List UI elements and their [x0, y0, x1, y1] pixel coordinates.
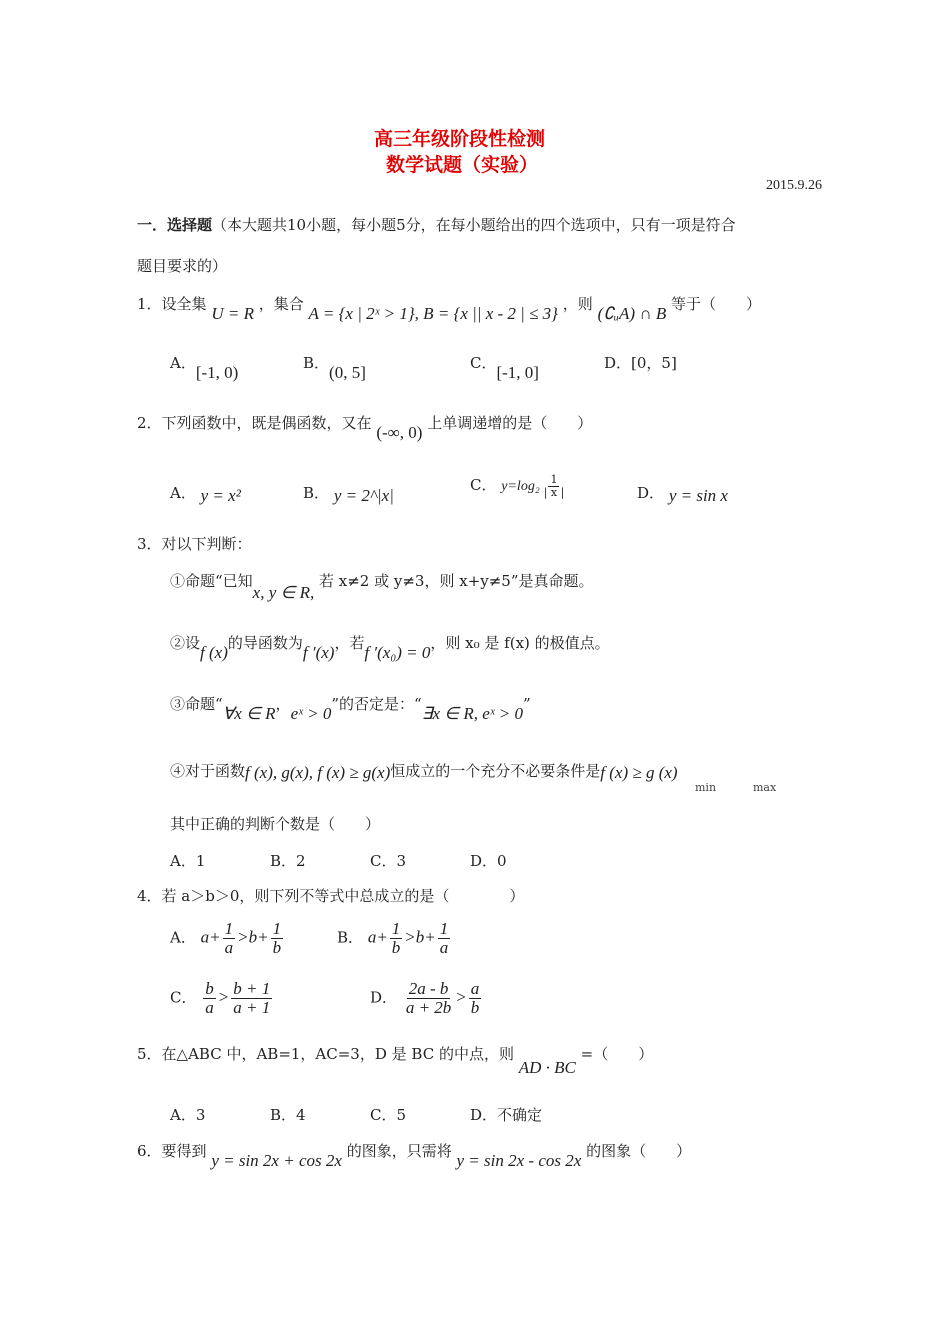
q1-option-a: A．[-1, 0)	[170, 354, 239, 382]
q1-option-d: D．[0，5]	[604, 354, 677, 372]
q2-text: 2．下列函数中，既是偶函数，又在	[137, 414, 372, 432]
q2-option-d: D． y = sin x	[637, 484, 728, 505]
q1-expression: (∁ᵤA) ∩ B	[597, 304, 667, 323]
q2-option-c: C． y=log₂ $\frac{1}{| x |}$	[470, 473, 565, 499]
q3-max-subscript: max	[753, 781, 777, 794]
exam-date: 2015.9.26	[766, 178, 822, 193]
q3-statement-4: ④对于函数f (x), g(x), f (x) ≥ g(x)恒成立的一个充分不必要条件是f (x) ≥ g (x)	[170, 762, 678, 782]
question-4: 4．若 a＞b＞0，则下列不等式中总成立的是（ ）	[137, 887, 525, 905]
section-desc-2: 题目要求的）	[137, 257, 228, 275]
q5-option-b: B．4	[270, 1106, 306, 1124]
q3-option-d: D．0	[470, 852, 507, 870]
q6-source-function: y = sin 2x - cos 2x	[456, 1151, 582, 1170]
q4-option-a: A． a+ $\frac{1}{a}$ >b+ $\frac{1}{b}$	[170, 919, 282, 957]
q4-option-b: B． a+ $\frac{1}{b}$ >b+ $\frac{1}{a}$	[337, 919, 449, 957]
q5-option-a: A．3	[170, 1106, 206, 1124]
question-2	[137, 412, 593, 442]
q1-universal-set: U = R	[211, 304, 254, 323]
page-title: 高三年级阶段性检测	[374, 128, 546, 150]
q1-option-c: C．[-1, 0]	[470, 354, 539, 382]
q5-option-c: C．5	[370, 1106, 407, 1124]
q4-option-d: D． $\frac{2a - b}{a + 2b}$ > $\frac{a}{b}$	[370, 979, 480, 1017]
question-3: 3．对以下判断：	[137, 535, 252, 553]
question-6: 6．要得到 y = sin 2x + cos 2x 的图象，只需将 y = sin 2x - cos 2x 的图象（ ）	[137, 1142, 692, 1170]
q5-option-d: D．不确定	[470, 1106, 543, 1124]
q4-option-c: C． $\frac{b}{a}$ > $\frac{b + 1}{a + 1}$	[170, 979, 271, 1017]
page-subtitle: 数学试题（实验）	[386, 154, 539, 176]
q3-option-b: B．2	[270, 852, 306, 870]
section-heading: 一．选择题	[137, 216, 213, 234]
question-1	[137, 293, 762, 323]
q1-text: ，集合	[258, 295, 304, 313]
q2-option-b: B． y = 2^|x|	[303, 484, 394, 505]
q3-option-a: A．1	[170, 852, 206, 870]
q3-statement-3: ③命题“∀x ∈ R，eˣ > 0”的否定是：“∃x ∈ R, eˣ > 0”	[170, 695, 531, 723]
q3-statement-1: ①命题“已知x, y ∈ R, 若 x≠2 或 y≠3，则 x+y≠5”是真命题。	[170, 572, 594, 602]
q2-interval: (-∞, 0)	[376, 423, 423, 442]
q1-sets: A = {x | 2ˣ > 1}, B = {x || x - 2 | ≤ 3}	[308, 304, 558, 323]
q1-then: ，则	[562, 295, 593, 313]
q6-target-function: y = sin 2x + cos 2x	[211, 1151, 342, 1170]
q3-statement-2: ②设f (x)的导函数为f ′(x)，若f ′(x₀) = 0，则 x₀ 是 f(x) 的极值点。	[170, 634, 610, 662]
q5-vector-expression: AD · BC	[518, 1058, 576, 1077]
section-desc: （本大题共10小题，每小题5分，在每小题给出的四个选项中，只有一项是符合	[212, 216, 736, 234]
q1-number: 1．设全集	[137, 295, 207, 313]
q1-tail: 等于（ ）	[671, 295, 762, 313]
question-5: 5．在△ABC 中，AB=1，AC=3，D 是 BC 的中点，则 AD · BC =（ ）	[137, 1045, 654, 1077]
q2-option-a: A． y = x²	[170, 484, 241, 505]
q3-count-question: 其中正确的判断个数是（ ）	[170, 815, 381, 833]
q3-option-c: C．3	[370, 852, 407, 870]
q2-tail: 上单调递增的是（ ）	[427, 414, 593, 432]
q3-min-subscript: min	[695, 781, 717, 794]
section-intro	[137, 214, 736, 235]
q1-option-b: B．(0, 5]	[303, 354, 366, 382]
